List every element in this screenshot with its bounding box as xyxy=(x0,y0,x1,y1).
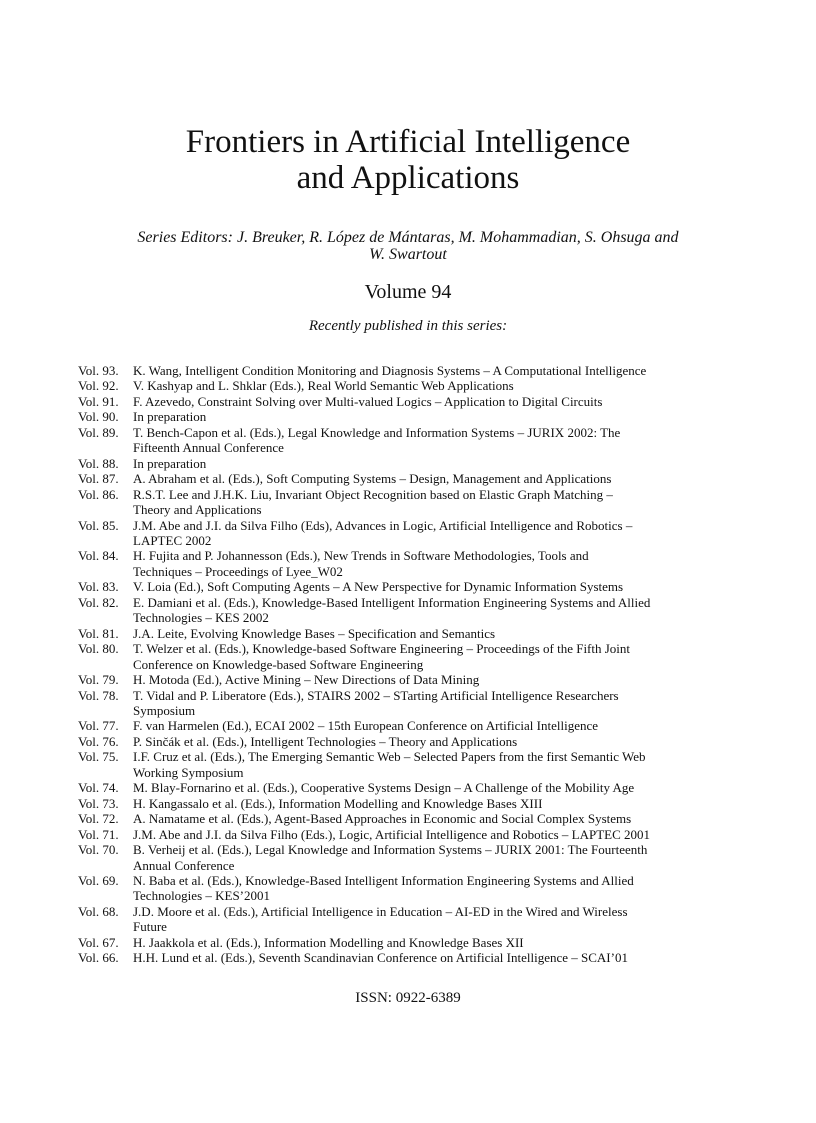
description-line: H. Kangassalo et al. (Eds.), Information Modelling and Knowledge Bases XIII xyxy=(133,795,543,811)
volume-label: Vol. 67. xyxy=(78,934,119,950)
list-item xyxy=(78,394,748,409)
description-line: A. Namatame et al. (Eds.), Agent-Based Approaches in Economic and Social Complex Systems xyxy=(133,811,632,827)
description-line: I.F. Cruz et al. (Eds.), The Emerging Semantic Web – Selected Papers from the first Semantic Web xyxy=(133,749,646,765)
volume-description xyxy=(133,518,748,549)
list-item xyxy=(78,456,748,471)
series-title-line1: Frontiers in Artificial Intelligence xyxy=(185,124,631,160)
description-line: Future xyxy=(133,919,167,935)
list-item xyxy=(78,518,748,549)
list-item xyxy=(78,904,748,935)
volume-label: Vol. 89. xyxy=(78,424,119,440)
description-line: Technologies – KES 2002 xyxy=(133,610,269,626)
volume-description xyxy=(133,425,748,456)
list-item xyxy=(78,950,748,965)
volume-label: Vol. 70. xyxy=(78,842,119,858)
volume-description xyxy=(133,827,748,842)
volume-label: Vol. 79. xyxy=(78,672,119,688)
list-item xyxy=(78,749,748,780)
list-item xyxy=(78,827,748,842)
volume-description xyxy=(133,641,748,672)
list-item xyxy=(78,378,748,393)
volume-description xyxy=(133,672,748,687)
volume-description xyxy=(133,842,748,873)
series-editors-line1: Series Editors: J. Breuker, R. López de Mántaras, M. Mohammadian, S. Ohsuga and xyxy=(137,229,679,246)
volume-description xyxy=(133,935,748,950)
list-item xyxy=(78,425,748,456)
description-line: V. Kashyap and L. Shklar (Eds.), Real World Semantic Web Applications xyxy=(133,378,514,394)
description-line: LAPTEC 2002 xyxy=(133,532,212,548)
volume-description xyxy=(133,749,748,780)
volume-description xyxy=(133,548,748,579)
volume-label: Vol. 76. xyxy=(78,733,119,749)
volume-label: Vol. 91. xyxy=(78,393,119,409)
description-line: Working Symposium xyxy=(133,764,244,780)
list-item xyxy=(78,796,748,811)
volume-label: Vol. 69. xyxy=(78,872,119,888)
list-item xyxy=(78,672,748,687)
series-editors-line2: W. Swartout xyxy=(369,246,447,263)
list-item xyxy=(78,718,748,733)
description-line: F. van Harmelen (Ed.), ECAI 2002 – 15th European Conference on Artificial Intelligence xyxy=(133,718,599,734)
volume-description xyxy=(133,409,748,424)
volume-description xyxy=(133,579,748,594)
description-line: E. Damiani et al. (Eds.), Knowledge-Based Intelligent Information Engineering Systems and Allied xyxy=(133,594,651,610)
volume-list xyxy=(78,363,748,966)
description-line: B. Verheij et al. (Eds.), Legal Knowledge and Information Systems – JURIX 2001: The Fourteenth xyxy=(133,842,648,858)
series-editors xyxy=(100,229,716,263)
description-line: In preparation xyxy=(133,409,207,425)
volume-label: Vol. 75. xyxy=(78,749,119,765)
volume-label: Vol. 84. xyxy=(78,548,119,564)
description-line: In preparation xyxy=(133,455,207,471)
list-item xyxy=(78,780,748,795)
description-line: J.D. Moore et al. (Eds.), Artificial Intelligence in Education – AI-ED in the Wired and Wireless xyxy=(133,903,628,919)
volume-label: Vol. 83. xyxy=(78,579,119,595)
volume-description xyxy=(133,378,748,393)
volume-description xyxy=(133,363,748,378)
volume-description xyxy=(133,487,748,518)
volume-label: Vol. 78. xyxy=(78,687,119,703)
volume-description xyxy=(133,811,748,826)
volume-description xyxy=(133,950,748,965)
description-line: P. Sinčák et al. (Eds.), Intelligent Technologies – Theory and Applications xyxy=(133,733,518,749)
recently-published-heading: Recently published in this series: xyxy=(308,318,508,334)
description-line: H. Motoda (Ed.), Active Mining – New Directions of Data Mining xyxy=(133,672,480,688)
volume-description xyxy=(133,796,748,811)
volume-label: Vol. 81. xyxy=(78,625,119,641)
list-item xyxy=(78,595,748,626)
volume-label: Vol. 82. xyxy=(78,594,119,610)
list-item xyxy=(78,873,748,904)
description-line: T. Welzer et al. (Eds.), Knowledge-based Software Engineering – Proceedings of the Fifth Joint xyxy=(133,641,631,657)
volume-description xyxy=(133,394,748,409)
volume-label: Vol. 80. xyxy=(78,641,119,657)
volume-label: Vol. 71. xyxy=(78,826,119,842)
volume-label: Vol. 90. xyxy=(78,409,119,425)
volume-description xyxy=(133,595,748,626)
list-item xyxy=(78,487,748,518)
volume-description xyxy=(133,734,748,749)
description-line: H. Jaakkola et al. (Eds.), Information Modelling and Knowledge Bases XII xyxy=(133,934,524,950)
volume-label: Vol. 88. xyxy=(78,455,119,471)
description-line: F. Azevedo, Constraint Solving over Multi-valued Logics – Application to Digital Circuits xyxy=(133,393,603,409)
volume-description xyxy=(133,904,748,935)
description-line: V. Loia (Ed.), Soft Computing Agents – A New Perspective for Dynamic Information Systems xyxy=(133,579,624,595)
volume-label: Vol. 68. xyxy=(78,903,119,919)
volume-description xyxy=(133,718,748,733)
description-line: Symposium xyxy=(133,702,196,718)
description-line: H.H. Lund et al. (Eds.), Seventh Scandinavian Conference on Artificial Intelligence – SCAI’01 xyxy=(133,950,628,966)
description-line: J.M. Abe and J.I. da Silva Filho (Eds.), Logic, Artificial Intelligence and Robotics – LAPTEC 2001 xyxy=(133,826,651,842)
description-line: A. Abraham et al. (Eds.), Soft Computing Systems – Design, Management and Applications xyxy=(133,471,612,487)
volume-label: Vol. 92. xyxy=(78,378,119,394)
list-item xyxy=(78,409,748,424)
list-item xyxy=(78,626,748,641)
description-line: J.A. Leite, Evolving Knowledge Bases – Specification and Semantics xyxy=(133,625,496,641)
list-item xyxy=(78,811,748,826)
list-item xyxy=(78,688,748,719)
volume-label: Vol. 66. xyxy=(78,950,119,966)
description-line: Fifteenth Annual Conference xyxy=(133,440,284,456)
description-line: T. Bench-Capon et al. (Eds.), Legal Knowledge and Information Systems – JURIX 2002: The xyxy=(133,424,621,440)
volume-label: Vol. 93. xyxy=(78,363,119,378)
volume-label: Vol. 73. xyxy=(78,795,119,811)
volume-description xyxy=(133,873,748,904)
series-title-line2: and Applications xyxy=(296,160,520,196)
list-item xyxy=(78,935,748,950)
description-line: Annual Conference xyxy=(133,857,235,873)
volume-description xyxy=(133,780,748,795)
list-item xyxy=(78,548,748,579)
volume-label: Vol. 86. xyxy=(78,486,119,502)
description-line: Techniques – Proceedings of Lyee_W02 xyxy=(133,563,343,579)
description-line: J.M. Abe and J.I. da Silva Filho (Eds), Advances in Logic, Artificial Intelligence and Robotics – xyxy=(133,517,633,533)
description-line: M. Blay-Fornarino et al. (Eds.), Cooperative Systems Design – A Challenge of the Mobility Age xyxy=(133,780,635,796)
description-line: Theory and Applications xyxy=(133,502,262,518)
list-item xyxy=(78,842,748,873)
list-item xyxy=(78,471,748,486)
volume-number: Volume 94 xyxy=(364,281,452,303)
volume-description xyxy=(133,456,748,471)
description-line: T. Vidal and P. Liberatore (Eds.), STAIRS 2002 – STarting Artificial Intelligence Researchers xyxy=(133,687,619,703)
description-line: H. Fujita and P. Johannesson (Eds.), New Trends in Software Methodologies, Tools and xyxy=(133,548,589,564)
list-item xyxy=(78,641,748,672)
volume-label: Vol. 72. xyxy=(78,811,119,827)
volume-description xyxy=(133,688,748,719)
description-line: Technologies – KES’2001 xyxy=(133,888,271,904)
description-line: Conference on Knowledge-based Software Engineering xyxy=(133,656,424,672)
description-line: R.S.T. Lee and J.H.K. Liu, Invariant Object Recognition based on Elastic Graph Matching – xyxy=(133,486,613,502)
list-item xyxy=(78,579,748,594)
volume-label: Vol. 74. xyxy=(78,780,119,796)
list-item xyxy=(78,363,748,378)
description-line: K. Wang, Intelligent Condition Monitoring and Diagnosis Systems – A Computational Intelligence xyxy=(133,363,647,378)
volume-label: Vol. 87. xyxy=(78,471,119,487)
volume-description xyxy=(133,626,748,641)
volume-description xyxy=(133,471,748,486)
description-line: N. Baba et al. (Eds.), Knowledge-Based Intelligent Information Engineering Systems and Allied xyxy=(133,872,634,888)
list-item xyxy=(78,734,748,749)
volume-label: Vol. 85. xyxy=(78,517,119,533)
volume-label: Vol. 77. xyxy=(78,718,119,734)
issn: ISSN: 0922-6389 xyxy=(355,990,461,1006)
